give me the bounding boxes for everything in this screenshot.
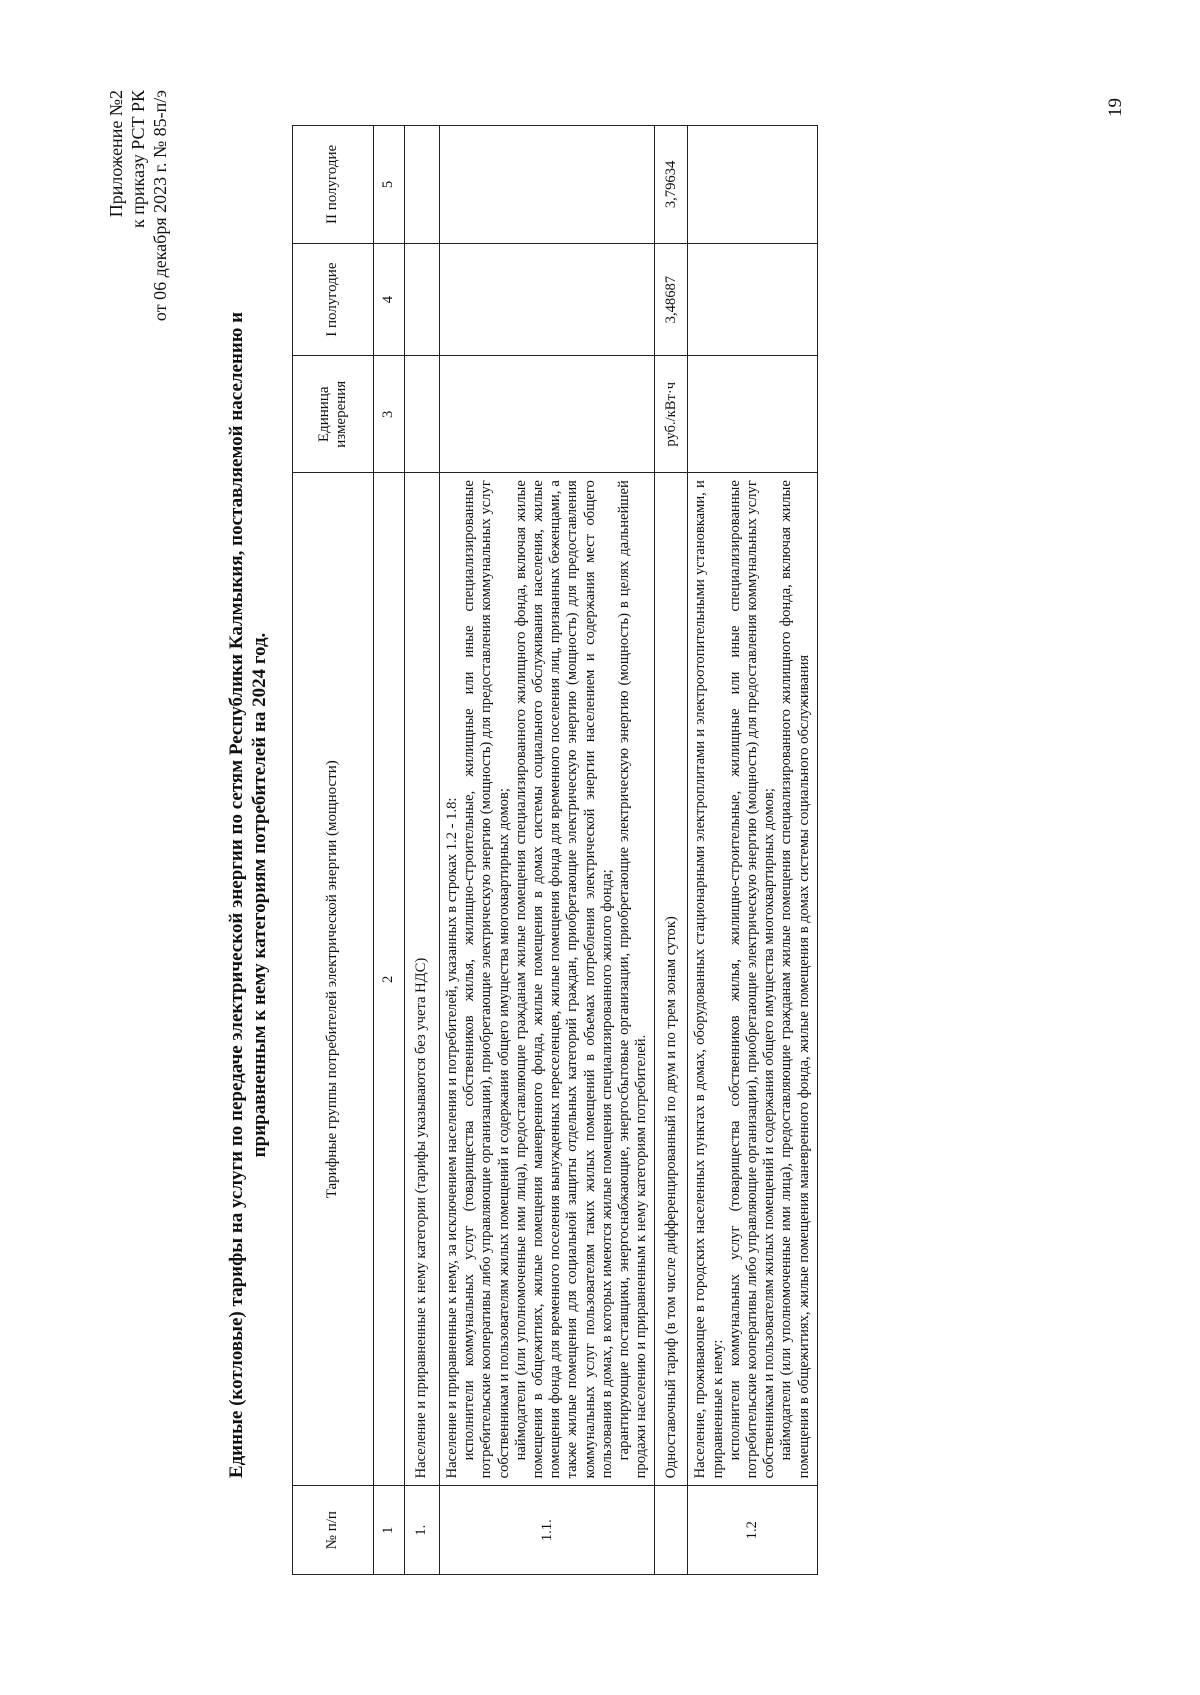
annex-order-ref: к приказу РСТ РК xyxy=(128,90,148,228)
table-row xyxy=(440,126,655,1575)
column-header-group: Тарифные группы потребителей электрической энергии (мощности) xyxy=(293,473,374,1486)
row-half2 xyxy=(405,126,440,244)
column-number: 4 xyxy=(374,243,405,356)
table-row xyxy=(405,126,440,1575)
row-half2 xyxy=(440,126,655,244)
title-line-1: Единые (котловые) тарифы на услуги по передаче электрической энергии по сетям Республики Калмыкия, поставляемой населению и xyxy=(226,311,247,1479)
title-line-2: приравненным к нему категориям потребителей на 2024 год. xyxy=(249,632,270,1158)
row-intro: Население и приравненные к нему, за исключением населения и потребителей, указанных в строках 1.2 - 1.8: xyxy=(444,797,460,1479)
table-header-row xyxy=(293,126,374,1575)
row-half2-value: 3,79634 xyxy=(655,126,688,244)
column-header-half2: II полугодие xyxy=(293,126,374,244)
row-paragraph: исполнители коммунальных услуг (товарищества собственников жилья, жилищно-строительные, жилищные или иные специализированные потребительские кооперативы либо управляющие организации), приобретающие электрическую энергию (мощность) для предоставления коммунальных услуг собственникам и пользователям жилых помещений и содержания общего имущества многоквартирных домов; xyxy=(726,480,778,1479)
column-header-unit: Единица измерения xyxy=(293,356,374,473)
column-number: 1 xyxy=(374,1486,405,1575)
row-paragraph: наймодатели (или уполномоченные ими лица), предоставляющие гражданам жилые помещения специализированного жилищного фонда, включая жилые помещения в общежитиях, жилые помещения маневренного фонда, жилые помещения в домах системы социального обслуживания населения, жилые помещения фонда для временного поселения вынужденных переселенцев, жилые помещения фонда для временного поселения лиц, признанных беженцами, а также жилые помещения для социальной защиты отдельных категорий граждан, приобретающие электрическую энергию (мощность) для предоставления коммунальных услуг пользователям таких жилых помещений в объемах потребления электрической энергии населением и содержания мест общего пользования в домах, в которых имеются жилые помещения специализированного жилого фонда; xyxy=(512,480,615,1479)
annex-number: Приложение №2 xyxy=(106,90,126,218)
column-header-number: № п/п xyxy=(293,1486,374,1575)
row-paragraph: гарантирующие поставщики, энергоснабжающие, энергосбытовые организации, приобретающие электрическую энергию (мощность) в целях дальнейшей продажи населению и приравненным к нему категориям потребителей. xyxy=(616,480,650,1479)
row-half1 xyxy=(405,243,440,356)
row-paragraph: исполнители коммунальных услуг (товарищества собственников жилья, жилищно-строительные, жилищные или иные специализированные потребительские кооперативы либо управляющие организации), приобретающие электрическую энергию (мощность) для предоставления коммунальных услуг собственникам и пользователям жилых помещений и содержания общего имущества многоквартирных домов; xyxy=(461,480,512,1479)
row-description xyxy=(688,473,817,1486)
tariff-table xyxy=(292,125,818,1575)
table-row xyxy=(655,126,688,1575)
table-row xyxy=(688,126,817,1575)
column-number: 5 xyxy=(374,126,405,244)
row-unit xyxy=(405,356,440,473)
row-unit xyxy=(688,356,817,473)
row-number: 1. xyxy=(405,1486,440,1575)
column-number: 3 xyxy=(374,356,405,473)
row-description xyxy=(440,473,655,1486)
page-number: 19 xyxy=(1105,98,1126,117)
row-unit: руб./кВт·ч xyxy=(655,356,688,473)
row-intro: Население, проживающее в городских населенных пунктах в домах, оборудованных стационарными электроплитами и электроотопительными установками, и приравненные к нему: xyxy=(692,480,726,1479)
row-text: Население и приравненные к нему категории (тарифы указываются без учета НДС) xyxy=(405,473,440,1486)
column-number-row xyxy=(374,126,405,1575)
document-title xyxy=(225,195,271,1595)
annex-order-date: от 06 декабря 2023 г. № 85-п/э xyxy=(150,90,170,322)
column-number: 2 xyxy=(374,473,405,1486)
row-text: Одноставочный тариф (в том числе дифференцированный по двум и по трем зонам суток) xyxy=(655,473,688,1486)
row-half1 xyxy=(688,243,817,356)
row-number: 1.2 xyxy=(688,1486,817,1575)
row-half1 xyxy=(440,243,655,356)
row-half1-value: 3,48687 xyxy=(655,243,688,356)
row-number xyxy=(655,1486,688,1575)
row-half2 xyxy=(688,126,817,244)
row-number: 1.1. xyxy=(440,1486,655,1575)
annex-reference xyxy=(105,90,171,321)
row-paragraph: наймодатели (или уполномоченные ими лица), предоставляющие гражданам жилые помещения специализированного жилищного фонда, включая жилые помещения в общежитиях, жилые помещения маневренного фонда, жилые помещения в домах системы социального обслуживания xyxy=(778,480,812,1479)
column-header-half1: I полугодие xyxy=(293,243,374,356)
row-unit xyxy=(440,356,655,473)
